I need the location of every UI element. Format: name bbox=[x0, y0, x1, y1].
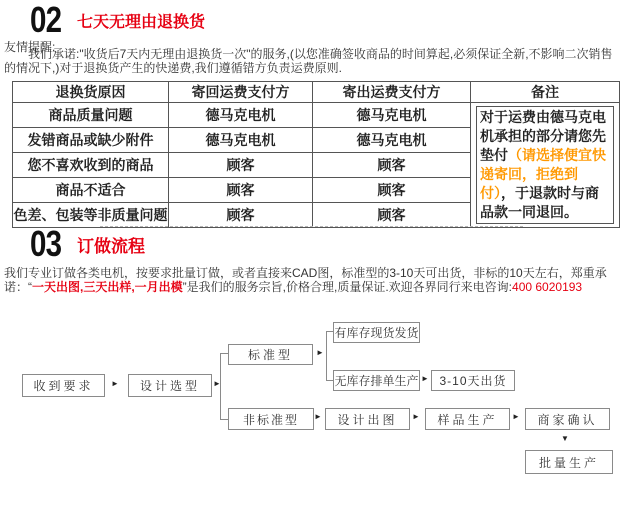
arrow-right-icon: ► bbox=[314, 412, 322, 421]
intro-text: ”是我们的服务宗旨,价格合理,质量保证.欢迎各界同行来电咨询: bbox=[182, 280, 513, 294]
cell-reason: 发错商品或缺少附件 bbox=[13, 128, 169, 153]
arrow-right-icon: ► bbox=[111, 379, 119, 388]
remark-cell bbox=[471, 103, 620, 228]
flow-node-merchant-confirm: 商家确认 bbox=[525, 408, 610, 430]
flow-node-batch-production: 批量生产 bbox=[525, 450, 613, 474]
flow-node-no-stock-production: 无库存排单生产 bbox=[333, 370, 420, 391]
flow-node-in-stock-ship: 有库存现货发货 bbox=[333, 322, 420, 343]
section3-title: 订做流程 bbox=[77, 237, 146, 256]
cell-reason: 您不喜欢收到的商品 bbox=[13, 153, 169, 178]
section3-number: 03 bbox=[30, 223, 62, 264]
header-outbound-freight-payer: 寄出运费支付方 bbox=[313, 82, 471, 103]
return-policy-table bbox=[12, 81, 620, 228]
arrow-down-icon: ▼ bbox=[561, 434, 569, 443]
remark-part2: ，于退款时与商品款一同退回。 bbox=[480, 185, 599, 220]
flow-branch-connector bbox=[220, 353, 228, 420]
table-row bbox=[13, 103, 620, 128]
flow-branch-connector bbox=[326, 331, 333, 381]
flow-node-receive-request: 收到要求 bbox=[22, 374, 105, 397]
section2-title: 七天无理由退换货 bbox=[77, 14, 206, 31]
reminder-label: 友情提醒: bbox=[4, 40, 56, 54]
cell-return-payer: 德马克电机 bbox=[169, 103, 313, 128]
arrow-right-icon: ► bbox=[512, 412, 520, 421]
remark-box bbox=[476, 106, 614, 224]
cell-outbound-payer: 顾客 bbox=[313, 153, 471, 178]
cell-outbound-payer: 德马克电机 bbox=[313, 103, 471, 128]
intro-phone-number: 400 6020193 bbox=[512, 280, 583, 294]
cell-reason: 商品质量问题 bbox=[13, 103, 169, 128]
remark-part1: 对于运费由德马克电机承担的部分请您先垫付 bbox=[480, 109, 606, 163]
header-reason: 退换货原因 bbox=[13, 82, 169, 103]
section2-number: 02 bbox=[30, 0, 62, 40]
header-return-freight-payer: 寄回运费支付方 bbox=[169, 82, 313, 103]
flow-node-design-selection: 设计选型 bbox=[128, 374, 212, 397]
cell-outbound-payer: 顾客 bbox=[313, 178, 471, 203]
flow-node-ship-3-10-days: 3-10天出货 bbox=[431, 370, 515, 391]
arrow-right-icon: ► bbox=[213, 379, 221, 388]
flow-node-design-drawing: 设计出图 bbox=[325, 408, 410, 430]
intro-text: 我们专业订做各类电机，按要求批量订做，或者直接来CAD图，标准型的3-10天可出货，非标的10天左右，郑重承诺：“ bbox=[4, 266, 607, 294]
cell-return-payer: 顾客 bbox=[169, 203, 313, 228]
cell-return-payer: 顾客 bbox=[169, 153, 313, 178]
flow-node-sample-production: 样品生产 bbox=[425, 408, 510, 430]
flow-node-standard-type: 标准型 bbox=[228, 344, 313, 365]
arrow-right-icon: ► bbox=[421, 374, 429, 383]
cell-reason: 商品不适合 bbox=[13, 178, 169, 203]
table-header-row bbox=[13, 82, 620, 103]
section3-header bbox=[30, 223, 146, 264]
cell-return-payer: 德马克电机 bbox=[169, 128, 313, 153]
cell-outbound-payer: 德马克电机 bbox=[313, 128, 471, 153]
arrow-right-icon: ► bbox=[316, 348, 324, 357]
cell-outbound-payer: 顾客 bbox=[313, 203, 471, 228]
cell-return-payer: 顾客 bbox=[169, 178, 313, 203]
return-policy-text: 我们承诺:"收货后7天内无理由退换货一次"的服务,(以您准确签收商品的时间算起,必须保证全新,不影响二次销售的情况下,)对于退换货产生的快递费,我们遵循错方负责运费原则. bbox=[4, 47, 613, 75]
header-remark: 备注 bbox=[471, 82, 620, 103]
flow-node-nonstandard-type: 非标准型 bbox=[228, 408, 314, 430]
remark-highlight: （请选择便宜快递寄回，拒绝到付） bbox=[480, 147, 606, 201]
section2-header bbox=[30, 0, 206, 40]
dashed-divider bbox=[100, 226, 523, 227]
cell-reason: 色差、包装等非质量问题 bbox=[13, 203, 169, 228]
arrow-right-icon: ► bbox=[412, 412, 420, 421]
intro-promise-highlight: 一天出图,三天出样,一月出模 bbox=[32, 280, 183, 294]
custom-order-intro bbox=[4, 266, 618, 294]
